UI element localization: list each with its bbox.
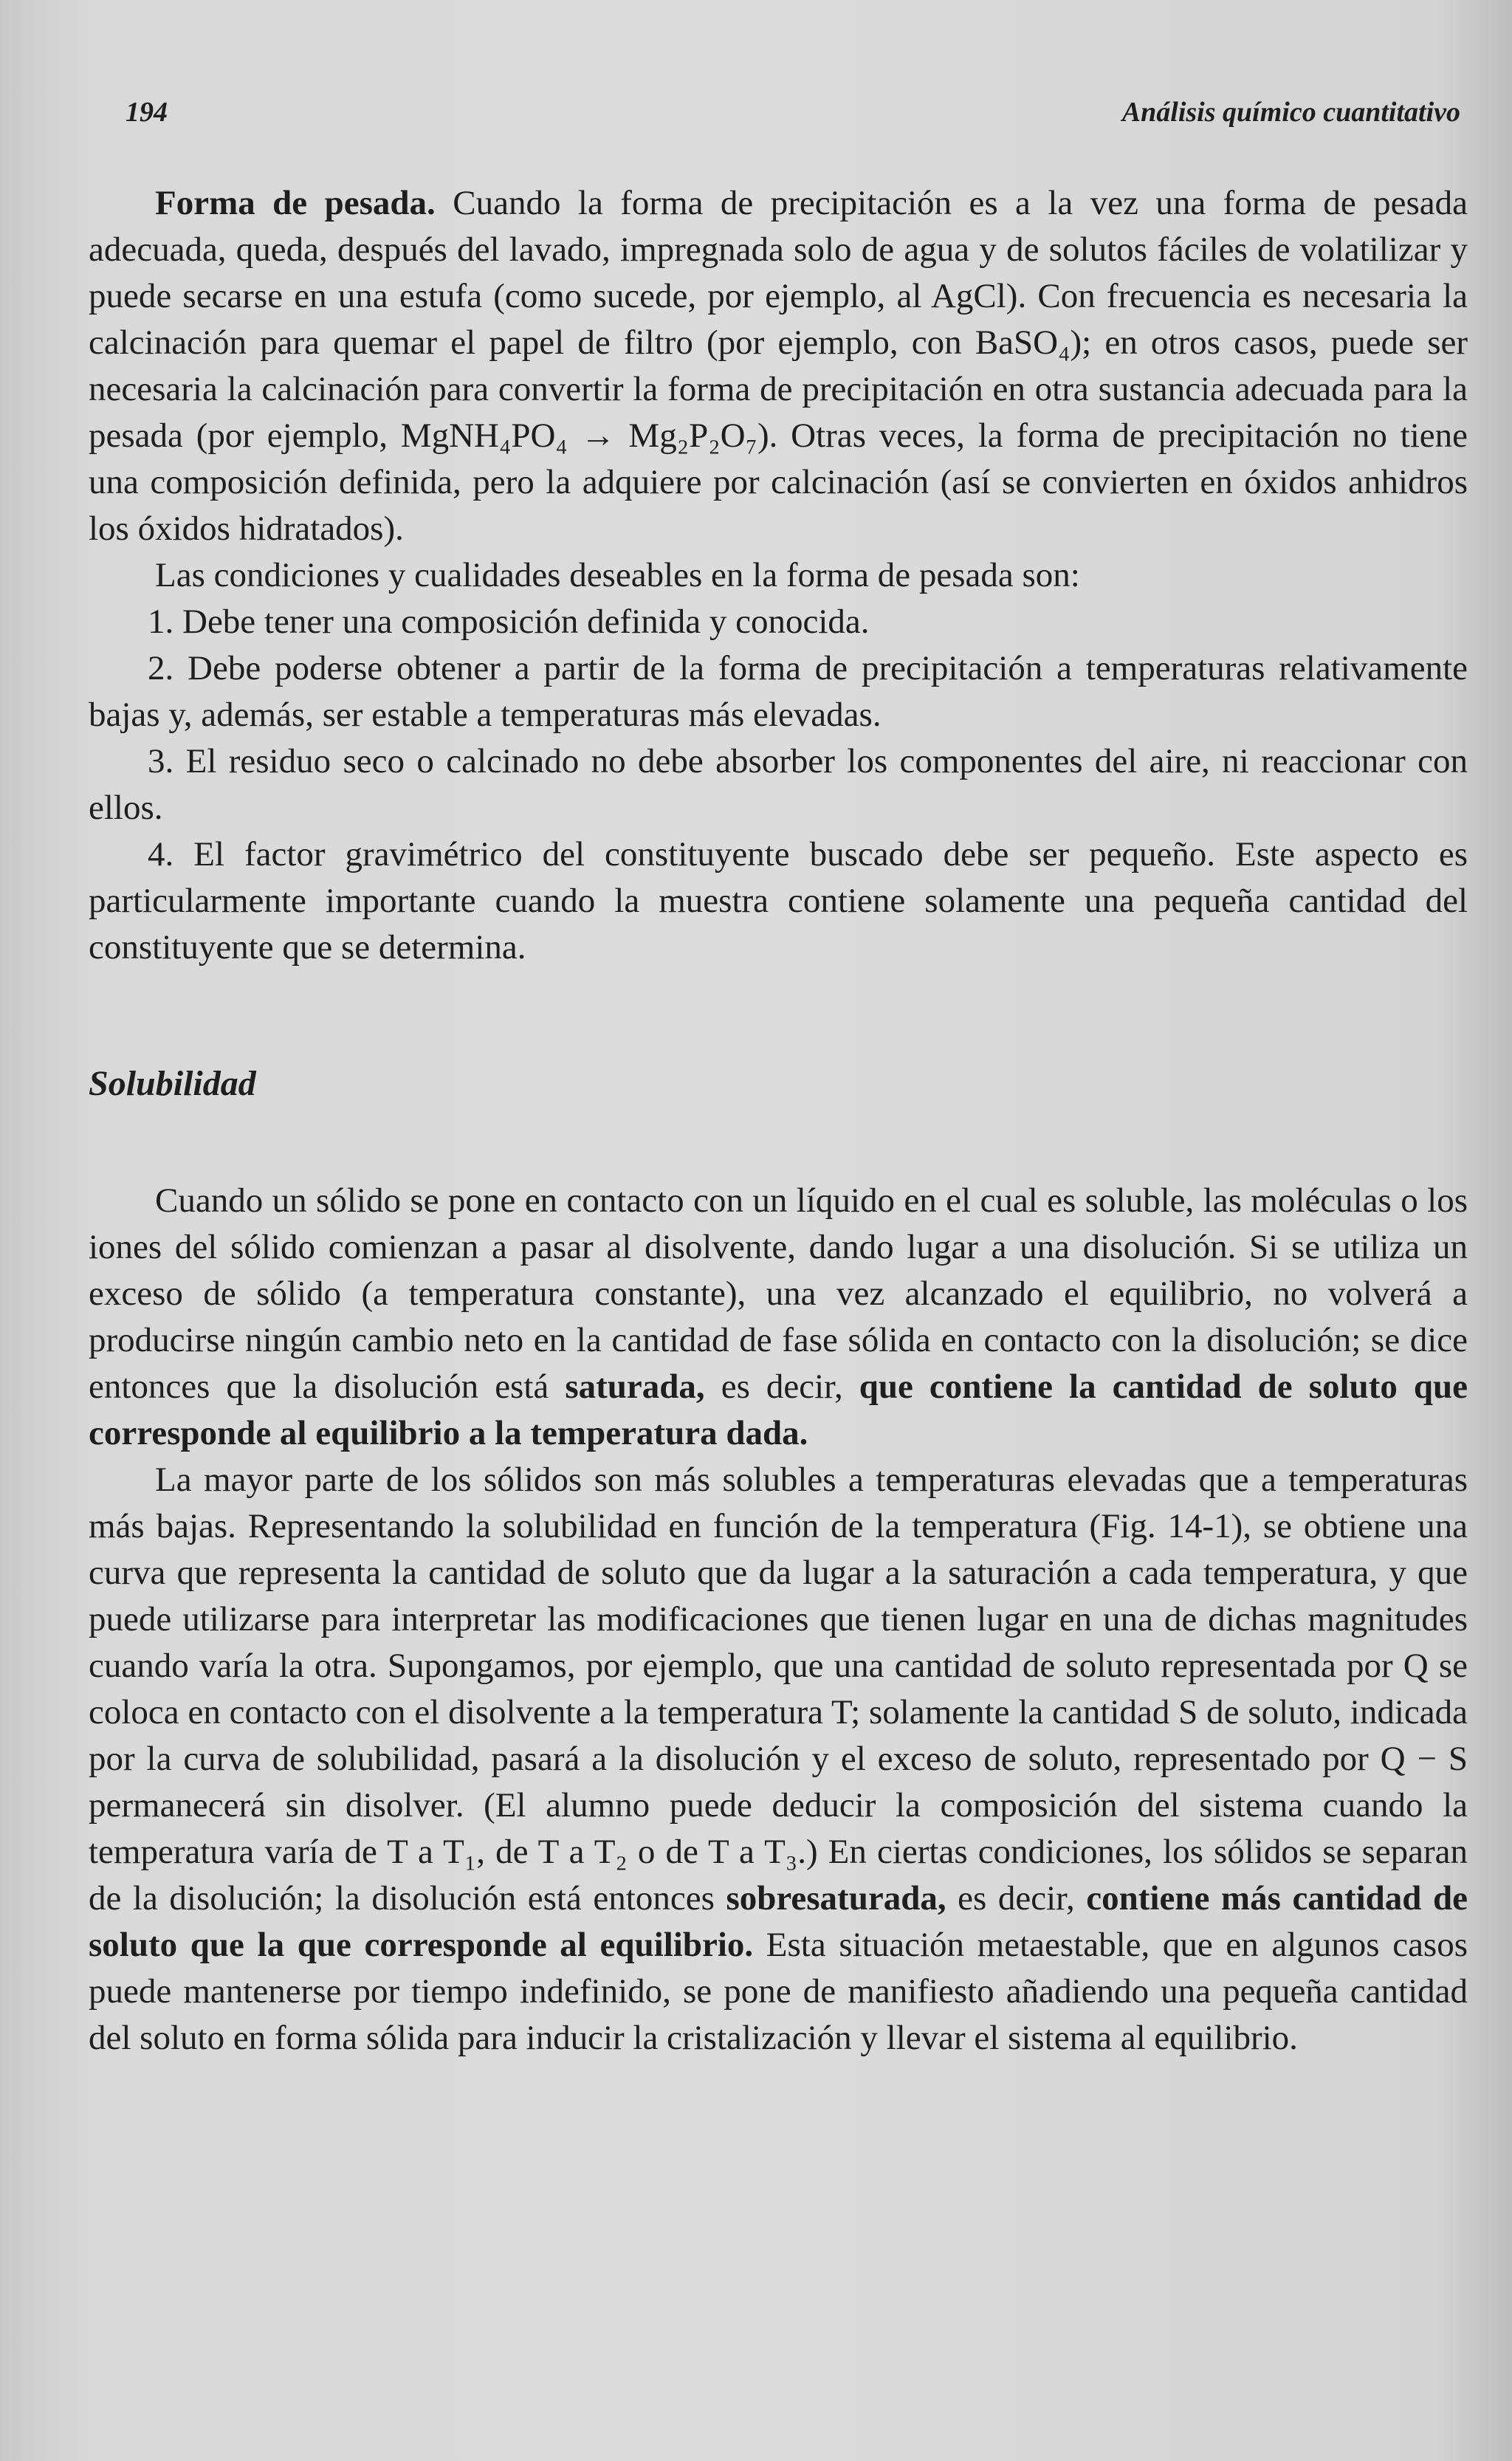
term-saturada: saturada, (565, 1367, 705, 1406)
condition-item-4: 4. El factor gravimétrico del constituyente buscado debe ser pequeño. Este aspecto es particularmente importante cuando la muestra contiene solamente una pequeña cantidad del constituyente que se determina. (89, 835, 1468, 967)
condition-item-3: 3. El residuo seco o calcinado no debe absorber los componentes del aire, ni reaccionar con ellos. (89, 742, 1468, 827)
section-heading-solubilidad: Solubilidad (89, 1064, 256, 1103)
running-header (89, 96, 1468, 128)
page-number: 194 (126, 97, 168, 128)
solubilidad-p1-mid: es decir, (721, 1367, 843, 1406)
solubilidad-p1-text: Cuando un sólido se pone en contacto con un líquido en el cual es soluble, las moléculas o los iones del sólido comienzan a pasar al disolvente, dando lugar a una disolución. Si se utiliza un exceso de sólido (a temperatura constante), una vez alcanzado el equilibrio, no volverá a producirse ningún cambio neto en la cantidad de fase sólida en contacto con la disolución; se dice entonces que la disolución está (89, 1181, 1468, 1406)
forma-pesada-paragraph (89, 180, 1468, 552)
conditions-intro: Las condiciones y cualidades deseables en la forma de pesada son: (155, 556, 1080, 594)
solubilidad-p2-text: La mayor parte de los sólidos son más solubles a temperaturas elevadas que a temperaturas más bajas. Representando la solubilidad en función de la temperatura (Fig. 14-1), se obtiene una curva que representa la cantidad de soluto que da lugar a la saturación a cada temperatura, y que puede utilizarse para interpretar las modificaciones que tienen lugar en una de dichas magnitudes cuando varía la otra. Supongamos, por ejemplo, que una cantidad de soluto representada por Q se coloca en contacto con el disolvente a la temperatura T; solamente la cantidad S de soluto, indicada por la curva de solubilidad, pasará a la disolución y el exceso de soluto, representado por Q − S permanecerá sin disolver. (El alumno puede deducir la composición del sistema cuando la temperatura varía de T a T₁, de T a T₂ o de T a T₃.) En ciertas condiciones, los sólidos se separan de la disolución; la disolución está entonces (89, 1461, 1468, 1918)
definition-saturada: que contiene la cantidad de soluto que corresponde al equilibrio a la temperatura dada. (89, 1367, 1468, 1452)
definition-sobresaturada: contiene más cantidad de soluto que la que corresponde al equilibrio. (89, 1879, 1468, 1964)
condition-item-1: 1. Debe tener una composición definida y conocida. (148, 603, 870, 641)
solubilidad-p2-mid: es decir, (958, 1879, 1075, 1918)
forma-pesada-text: Cuando la forma de precipitación es a la vez una forma de pesada adecuada, queda, después del lavado, impregnada solo de agua y de solutos fáciles de volatilizar y puede secarse en una estufa (como sucede, por ejemplo, al AgCl). Con frecuencia es necesaria la calcinación para quemar el papel de filtro (por ejemplo, con BaSO₄); en otros casos, puede ser necesaria la calcinación para convertir la forma de precipitación en otra sustancia adecuada para la pesada (por ejemplo, MgNH₄PO₄ → Mg₂P₂O₇). Otras veces, la forma de precipitación no tiene una composición definida, pero la adquiere por calcinación (así se convierten en óxidos anhidros los óxidos hidratados). (89, 184, 1468, 548)
condition-item-2: 2. Debe poderse obtener a partir de la forma de precipitación a temperaturas relativamente bajas y, además, ser estable a temperaturas más elevadas. (89, 649, 1468, 734)
running-title: Análisis químico cuantitativo (1121, 97, 1460, 128)
solubilidad-paragraph-1 (89, 1178, 1468, 1457)
term-sobresaturada: sobresaturada, (726, 1879, 946, 1918)
solubilidad-p2-tail: Esta situación metaestable, que en algunos casos puede mantenerse por tiempo indefinido, se pone de manifiesto añadiendo una pequeña cantidad del soluto en forma sólida para inducir la cristalización y llevar el sistema al equilibrio. (89, 1926, 1468, 2057)
solubilidad-paragraph-2 (89, 1457, 1468, 2062)
forma-pesada-run-in-title: Forma de pesada. (155, 184, 436, 222)
